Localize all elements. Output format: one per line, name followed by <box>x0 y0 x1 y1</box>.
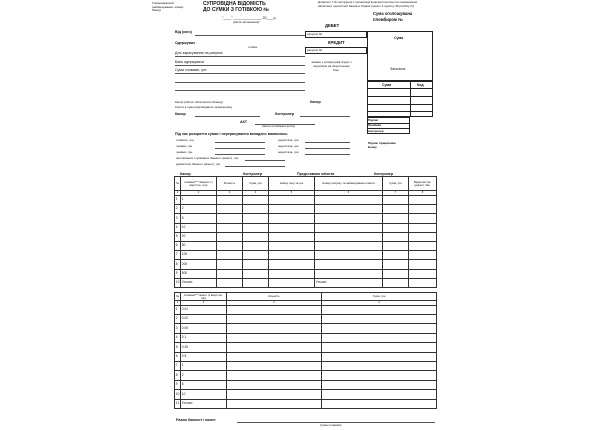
footer-total: Разом банкнот і монет <box>176 418 216 422</box>
bank-label-1: Уповноважений <box>152 1 174 5</box>
act-intro: Під час розкриття сумки і перерахування вкладень виявилось: <box>175 132 289 136</box>
debit-account: рахунок № <box>307 31 323 36</box>
table-cell <box>269 241 315 250</box>
act-cashier: Касир <box>180 172 191 176</box>
title-line1: СУПРОВІДНА ВІДОМІСТЬ <box>203 1 266 7</box>
table-cell <box>269 260 315 269</box>
table-row <box>175 333 437 342</box>
sum-label: Сума <box>394 36 404 40</box>
table-cell <box>383 223 409 232</box>
table-cell <box>243 196 269 205</box>
addendum-2: валютних цінностей банків в Україні (пункт 4 пункту 40 розділу IV) <box>318 3 415 8</box>
coins-header <box>175 293 437 301</box>
bank-recipient: Банк одержувача <box>175 60 204 64</box>
col-num: 5 <box>269 191 315 196</box>
table-cell: 10 <box>181 223 217 232</box>
table-cell: 100 <box>181 251 217 260</box>
table-cell: 5 <box>181 214 217 223</box>
act-controller: Контролер <box>243 172 263 176</box>
table-cell <box>227 399 322 408</box>
col-num: 4 <box>243 191 269 196</box>
col-num: 1 <box>175 301 181 306</box>
table-row <box>175 205 437 214</box>
table-cell <box>227 343 322 352</box>
act-row1-right: недостача, грн. <box>278 138 300 142</box>
banknotes-h-no: № <box>175 177 181 191</box>
col-num: 7 <box>383 191 409 196</box>
table-cell <box>322 333 437 342</box>
act-representative: Представник клієнта <box>297 172 335 176</box>
table-cell <box>383 269 409 278</box>
table-cell <box>409 260 437 269</box>
table-cell <box>315 269 383 278</box>
table-cell: 9 <box>175 380 181 389</box>
table-cell <box>409 269 437 278</box>
table-cell <box>409 214 437 223</box>
act-row5-left: дефектних банкнот (монет), грн. <box>176 162 221 166</box>
table-cell: 20 <box>181 232 217 241</box>
table-cell <box>315 232 383 241</box>
table-cell <box>322 399 437 408</box>
table-cell: 0.5 <box>181 352 227 361</box>
table-cell <box>269 196 315 205</box>
from-label: Від (кого) <box>175 30 192 34</box>
table-cell: 50 <box>181 241 217 250</box>
date-caption: (дата заповнення) <box>233 20 260 24</box>
note-3: боці <box>333 68 339 72</box>
table-cell <box>269 269 315 278</box>
table-cell <box>217 223 243 232</box>
table-cell <box>315 260 383 269</box>
bank-label-3: банку) <box>152 8 161 12</box>
table-cell <box>315 241 383 250</box>
table-cell <box>217 196 243 205</box>
table-row <box>175 371 437 380</box>
controller-line: Кошти в сумці відповідають зазначеному <box>175 105 233 109</box>
table-cell: 7 <box>175 361 181 370</box>
table-row <box>175 352 437 361</box>
table-cell: 3 <box>175 324 181 333</box>
col-num: 6 <box>315 191 383 196</box>
table-cell: 0.05 <box>181 324 227 333</box>
col-num: 2 <box>181 191 217 196</box>
code-col: Код <box>417 82 424 87</box>
banknotes-header <box>175 177 437 191</box>
total-label: Загальна <box>390 67 406 71</box>
table-cell <box>409 205 437 214</box>
table-cell <box>383 241 409 250</box>
table-row <box>175 214 437 223</box>
table-cell: 10 <box>175 390 181 399</box>
table-cell: 7 <box>175 251 181 260</box>
table-cell: 2 <box>181 205 217 214</box>
coins-h-no: № <box>175 293 181 301</box>
table-cell <box>217 251 243 260</box>
received-2: контролер <box>368 128 384 133</box>
table-row <box>175 390 437 399</box>
col-num: 4 <box>322 301 437 306</box>
table-cell: 0.1 <box>181 333 227 342</box>
table-cell <box>227 314 322 323</box>
table-cell: 0.25 <box>181 343 227 352</box>
table-cell <box>243 205 269 214</box>
table-cell <box>322 314 437 323</box>
table-cell <box>269 278 315 287</box>
date-blank: "____" ______________ 20___ р. <box>222 15 277 20</box>
table-cell <box>269 251 315 260</box>
banknotes-h-sum: Сума, грн <box>243 177 269 191</box>
col-num: 1 <box>175 191 181 196</box>
table-cell <box>315 223 383 232</box>
table-cell: 8 <box>175 371 181 380</box>
table-cell: 5 <box>181 380 227 389</box>
table-cell <box>383 214 409 223</box>
act-row3-left: чеками, грн. <box>176 150 193 154</box>
table-cell <box>217 241 243 250</box>
table-cell: 10 <box>181 390 227 399</box>
col-num: 8 <box>409 191 437 196</box>
table-cell <box>409 232 437 241</box>
received-1: Прийняв <box>368 123 382 127</box>
table-cell <box>315 196 383 205</box>
table-cell <box>217 214 243 223</box>
table-row <box>175 260 437 269</box>
table-cell <box>383 251 409 260</box>
table-cell: 4 <box>175 223 181 232</box>
table-row <box>175 343 437 352</box>
table-cell <box>409 223 437 232</box>
table-cell <box>322 371 437 380</box>
banknotes-h-defect: Відметка про дефект. бан. <box>409 177 437 191</box>
table-cell: 6 <box>175 352 181 361</box>
table-cell <box>227 352 322 361</box>
act-row2-right: недостача, грн. <box>278 144 300 148</box>
table-cell: 1 <box>181 361 227 370</box>
table-cell: 0.02 <box>181 314 227 323</box>
col-num: 3 <box>217 191 243 196</box>
sum-col: Сума <box>382 82 392 87</box>
coins-table <box>174 292 437 409</box>
signature-cashier: Підпис <box>368 117 379 122</box>
account-label: Для зарахування на рахунок <box>175 51 223 55</box>
table-cell: 2 <box>181 371 227 380</box>
controller-label: Контролер <box>275 112 295 116</box>
act-title: АКТ <box>240 120 248 124</box>
table-cell <box>243 269 269 278</box>
table-cell <box>227 390 322 399</box>
note-1: чеками з розрахунків згідно з <box>311 60 352 64</box>
act-row3-right: недостача, грн. <box>278 150 300 154</box>
cashier-label: Касир <box>175 112 186 116</box>
seal-title: Сума оголошувана <box>373 11 413 16</box>
table-row <box>175 314 437 323</box>
sum-words: Сума словами, грн. <box>175 68 208 72</box>
table-cell <box>322 305 437 314</box>
table-cell <box>227 371 322 380</box>
table-row <box>175 232 437 241</box>
table-cell <box>409 241 437 250</box>
table-row <box>175 380 437 389</box>
col-num: 2 <box>181 301 227 306</box>
table-cell <box>243 241 269 250</box>
act-row4-left: неплатіжних і сумнівних банкнот (монет), грн. <box>176 156 240 160</box>
title-line2: ДО СУМКИ З ГОТІВКОЮ № <box>203 7 269 13</box>
col-num: 3 <box>227 301 322 306</box>
table-cell: Усього: <box>181 278 217 287</box>
table-cell: 0.01 <box>181 305 227 314</box>
table-cell <box>315 214 383 223</box>
table-row <box>175 269 437 278</box>
coins-h-qty: Кількість <box>227 293 322 301</box>
table-cell: 8 <box>175 260 181 269</box>
table-cell <box>409 278 437 287</box>
table-cell <box>243 232 269 241</box>
table-cell <box>383 205 409 214</box>
seal-sub: пломбиром № <box>373 16 403 22</box>
table-cell <box>322 390 437 399</box>
table-cell <box>217 269 243 278</box>
table-cell <box>227 305 322 314</box>
table-cell: 6 <box>175 241 181 250</box>
table-cell: 11 <box>175 399 181 408</box>
table-cell: 3 <box>175 214 181 223</box>
table-cell <box>243 214 269 223</box>
banknotes-h-qty: Кількість <box>217 177 243 191</box>
table-cell: 1 <box>181 196 217 205</box>
table-cell <box>243 260 269 269</box>
table-cell: 5 <box>175 343 181 352</box>
table-cell <box>217 205 243 214</box>
banknotes-h-account: Номер рахунку та найменування клієнта <box>315 177 383 191</box>
table-row <box>175 305 437 314</box>
bank-label-2: (найменування, номер <box>152 4 184 9</box>
table-cell: 1 <box>175 305 181 314</box>
table-cell <box>227 380 322 389</box>
note-2: переліком на зворотньому <box>313 64 350 68</box>
banknotes-h-cheque: Номер чеку за грн <box>269 177 315 191</box>
table-cell <box>383 232 409 241</box>
table-cell <box>227 333 322 342</box>
table-cell <box>217 260 243 269</box>
table-row <box>175 324 437 333</box>
footer-caption: (сума словами) <box>320 423 342 427</box>
table-cell: 9 <box>175 269 181 278</box>
table-cell <box>409 251 437 260</box>
table-cell <box>383 196 409 205</box>
stamp-2: Банку <box>368 145 377 149</box>
stamp-1: Підпис працівника <box>368 141 396 145</box>
table-cell <box>217 232 243 241</box>
banknotes-h-nom: Номінал*** банкнот (з вартістю, грн) <box>181 177 217 191</box>
table-cell: Усього: <box>315 278 383 287</box>
coins-h-sum: Сума, грн <box>322 293 437 301</box>
table-cell: 5 <box>175 232 181 241</box>
table-cell <box>227 361 322 370</box>
recipient-label: Одержувач <box>175 41 195 45</box>
cash-label: готівки <box>248 45 258 49</box>
act-controller2: Контролер <box>374 172 394 176</box>
table-cell <box>322 361 437 370</box>
table-cell: 2 <box>175 314 181 323</box>
cashier-label-top: Касир <box>310 100 321 104</box>
banknotes-table <box>174 176 437 288</box>
act-row2-left: чеками, грн. <box>176 144 193 148</box>
table-cell <box>269 205 315 214</box>
coins-h-nom: Номінал*** монет (з вартістю, грн) <box>181 293 227 301</box>
table-row <box>175 361 437 370</box>
act-row1-left: готівкою, грн. <box>176 138 195 142</box>
table-cell <box>383 278 409 287</box>
table-cell <box>322 324 437 333</box>
table-cell <box>243 223 269 232</box>
table-row <box>175 223 437 232</box>
addendum-1: Додаток 7 до Інструкції з організації інкасації коштів та перевезення <box>318 0 418 4</box>
table-cell: 2 <box>175 205 181 214</box>
table-cell <box>322 352 437 361</box>
table-cell <box>322 380 437 389</box>
table-cell: 500 <box>181 269 217 278</box>
table-cell: Усього: <box>181 399 227 408</box>
debit-label: ДЕБЕТ <box>325 23 340 28</box>
table-cell: 1 <box>175 196 181 205</box>
table-row <box>175 196 437 205</box>
table-row <box>175 278 437 287</box>
table-row <box>175 251 437 260</box>
table-cell <box>409 196 437 205</box>
table-cell <box>315 251 383 260</box>
table-cell <box>269 232 315 241</box>
table-cell: 4 <box>175 333 181 342</box>
table-cell <box>243 278 269 287</box>
table-cell <box>217 278 243 287</box>
table-row <box>175 399 437 408</box>
table-row <box>175 241 437 250</box>
table-cell <box>383 260 409 269</box>
banknotes-h-sum2: Сума, грн <box>383 177 409 191</box>
table-cell <box>269 214 315 223</box>
table-cell: 200 <box>181 260 217 269</box>
table-cell <box>315 205 383 214</box>
table-cell <box>322 343 437 352</box>
table-cell <box>227 324 322 333</box>
cashier-note: Касир (підпис підписаного бланку) <box>175 100 224 104</box>
table-cell <box>243 251 269 260</box>
table-cell <box>269 223 315 232</box>
credit-label: КРЕДИТ <box>328 40 345 45</box>
credit-account: рахунок № <box>307 47 323 52</box>
table-cell: 10 <box>175 278 181 287</box>
act-date-caption: (дата складання акта) <box>262 124 295 128</box>
